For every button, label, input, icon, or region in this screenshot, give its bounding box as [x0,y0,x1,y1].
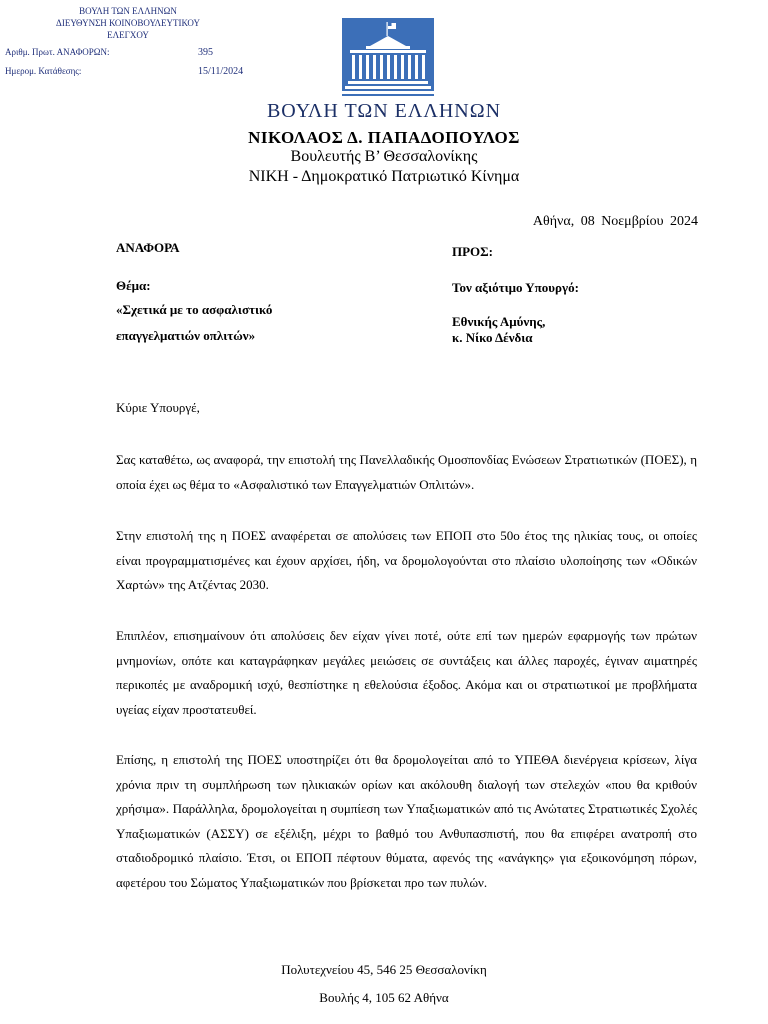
recipient-line-2: Εθνικής Αμύνης, [452,314,546,329]
parliament-title: ΒΟΥΛΗ ΤΩΝ ΕΛΛΗΝΩΝ [266,100,502,122]
recipient-line-1: Τον αξιότιμο Υπουργό: [452,280,579,295]
subject-line-1: «Σχετικά με το ασφαλιστικό [116,302,273,317]
submission-date-value: 15/11/2024 [198,66,244,77]
stamp-org-line1: ΒΟΥΛΗ ΤΩΝ ΕΛΛΗΝΩΝ [79,6,177,16]
body-paragraph-3: Επιπλέον, επισημαίνουν ότι απολύσεις δεν είχαν γίνει ποτέ, ούτε επί των ημερών εφαρμογής των πρώτων μνημονίων, οπότε και καταγράφηκαν μεγάλες μειώσεις σε συντάξεις και άλλες παροχές, έγιναν αιματηρές περικοπές με αναδρομική ισχύ, θεσπίστηκε η εθελούσια έξοδος. Ακόμα και οι στρατιωτικοί με προβλήματα υγείας είχαν προστατευθεί. [116,628,697,717]
footer-address-athens: Βουλής 4, 105 62 Αθήνα [319,990,449,1005]
body-paragraph-1: Σας καταθέτω, ως αναφορά, την επιστολή της Πανελλαδικής Ομοσπονδίας Ενώσεων Στρατιωτικών (ΠΟΕΣ), η οποία έχει ως θέμα το «Ασφαλιστικό των Επαγγελματιών Οπλιτών». [116,452,697,492]
subject-line-2: επαγγελματιών οπλιτών» [116,328,256,343]
protocol-number-value: 395 [198,47,213,58]
footer-address-thessaloniki: Πολυτεχνείου 45, 546 25 Θεσσαλονίκη [281,962,487,977]
mp-party-name: ΝΙΚΗ [248,168,289,185]
salutation: Κύριε Υπουργέ, [116,400,200,415]
subject-label: Θέμα: [116,278,151,293]
mp-name: ΝΙΚΟΛΑΟΣ Δ. ΠΑΠΑΔΟΠΟΥΛΟΣ [248,128,520,147]
mp-party-description: - Δημοκρατικό Πατριωτικό Κίνημα [288,168,520,185]
to-label: ΠΡΟΣ: [452,244,493,259]
body-paragraph-4: Επίσης, η επιστολή της ΠΟΕΣ υποστηρίζει ότι θα δρομολογείται από το ΥΠΕΘΑ διενέργεια κρίσεων, λίγα χρόνια πριν τη συμπλήρωση των ηλικιακών ορίων και ακόλουθη διαλογή των στελεχών «που θα κριθούν χρήσιμα». Παράλληλα, δρομολογείται η συμπίεση των Υπαξιωματικών από τις Ανώτατες Στρατιωτικές Σχολές Υπαξιωματικών (ΑΣΣΥ) σε εξέλιξη, μέχρι το βαθμό του Ανθυπασπιστή, που θα επιφέρει ανατροπή στο σταδιοδρομικό πλαίσιο. Έτσι, οι ΕΠΟΠ πέφτουν θύματα, αφενός της «ανάγκης» για εξοικονόμηση πόρων, αφετέρου του Σώματος Υπαξιωματικών που βρίσκεται προ των πυλών. [116,752,697,890]
letter-date: Αθήνα, 08 Νοεμβρίου 2024 [532,214,698,229]
document-type: ΑΝΑΦΟΡΑ [116,240,180,255]
mp-role: Βουλευτής Β’ Θεσσαλονίκης [290,148,478,165]
parliament-building-icon [342,18,434,96]
mp-party [0,168,768,186]
stamp-org-line2: ΔΙΕΥΘΥΝΣΗ ΚΟΙΝΟΒΟΥΛΕΥΤΙΚΟΥ ΕΛΕΓΧΟΥ [56,18,200,40]
submission-date-label: Ημερομ. Κατάθεσης: [5,66,82,76]
protocol-number-label: Αριθμ. Πρωτ. ΑΝΑΦΟΡΩΝ: [5,47,110,57]
recipient-line-3: κ. Νίκο Δένδια [452,330,533,345]
body-paragraph-2: Στην επιστολή της η ΠΟΕΣ αναφέρεται σε απολύσεις των ΕΠΟΠ στο 50ο έτος της ηλικίας τους, οι οποίες είναι προγραμματισμένες και έχουν αρχίσει, ήδη, να δρομολογούνται στο πλαίσιο υλοποίησης των «Οδικών Χαρτών» της Ατζέντας 2030. [116,528,697,592]
